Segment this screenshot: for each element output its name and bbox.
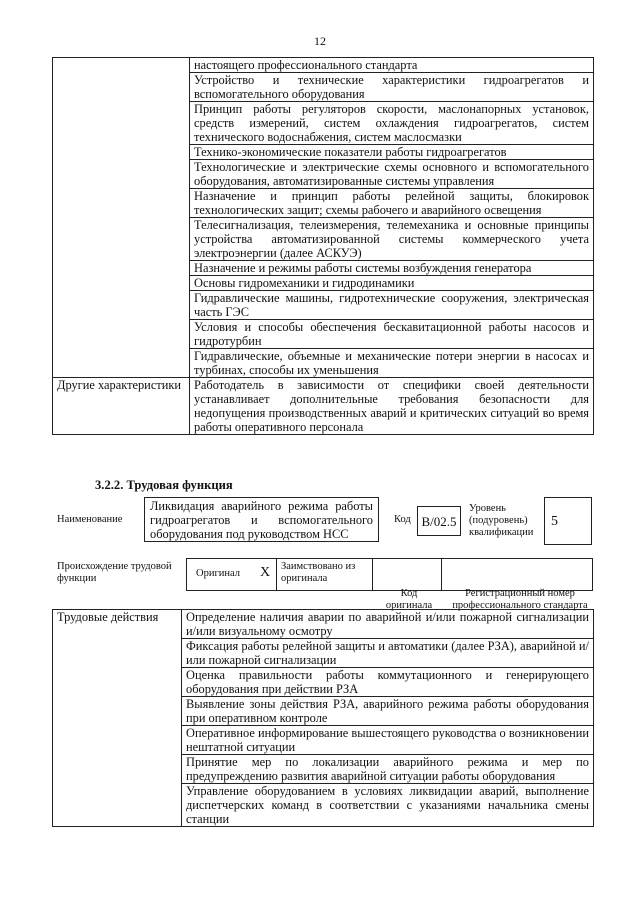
reg-number-cell [442,559,592,590]
borrowed-label: Заимствовано из оригинала [281,561,356,584]
function-name-box: Ликвидация аварийного режима работы гидроагрегатов и вспомогательного оборудования под руководством НСС [144,497,379,542]
knowledge-item: Гидравлические машины, гидротехнические сооружения, электрическая часть ГЭС [190,291,594,320]
labor-action-item: Оперативное информирование вышестоящего руководства о возникновении нештатной ситуации [182,726,594,755]
code-caption: Код оригинала [385,588,433,611]
knowledge-item: настоящего профессионального стандарта [190,58,594,73]
other-characteristics-text: Работодатель в зависимости от специфики своей деятельности устанавливает дополнительные требования безопасности для недопущения производственных аварий и критических ситуаций во время работы оперативного персонала [190,378,594,435]
empty-label-cell [53,58,190,378]
knowledge-item: Телесигнализация, телеизмерения, телемеханика и основные принципы устройства автоматизированной системы коммерческого учета электроэнергии (далее АСКУЭ) [190,218,594,261]
table-row [53,610,594,639]
table-row [53,378,594,435]
knowledge-table [52,57,594,435]
other-characteristics-label: Другие характеристики [53,378,190,435]
name-label: Наименование [57,514,123,525]
original-mark: X [260,565,271,580]
original-label: Оригинал [196,568,240,579]
labor-action-item: Управление оборудованием в условиях ликвидации аварий, выполнение диспетчерских команд в соответствии с указаниями начальника смены станции [182,784,594,827]
original-cell [187,559,277,590]
labor-action-item: Выявление зоны действия РЗА, аварийного режима работы оборудования при оперативном контроле [182,697,594,726]
labor-action-item: Фиксация работы релейной защиты и автоматики (далее РЗА), аварийной и/или пожарной сигнализации [182,639,594,668]
knowledge-item: Назначение и режимы работы системы возбуждения генератора [190,261,594,276]
reg-caption: Регистрационный номер профессионального стандарта [452,588,588,611]
knowledge-item: Условия и способы обеспечения бескавитационной работы насосов и гидротурбин [190,320,594,349]
knowledge-item: Технико-экономические показатели работы гидроагрегатов [190,145,594,160]
knowledge-item: Устройство и технические характеристики гидроагрегатов и вспомогательного оборудования [190,73,594,102]
knowledge-item: Назначение и принцип работы релейной защиты, блокировок технологических защит; схемы рабочего и аварийного освещения [190,189,594,218]
origin-row [186,558,593,591]
code-value-box: B/02.5 [417,506,461,536]
knowledge-item: Гидравлические, объемные и механические потери энергии в насосах и турбинах, способы их уменьшения [190,349,594,378]
page-number: 12 [314,34,326,48]
level-value-box: 5 [544,497,592,545]
section-title: 3.2.2. Трудовая функция [95,478,233,492]
knowledge-item: Принцип работы регуляторов скорости, маслонапорных установок, средств измерений, систем охлаждения гидроагрегатов, систем технического водоснабжения, систем маслосмазки [190,102,594,145]
knowledge-item: Технологические и электрические схемы основного и вспомогательного оборудования, автоматизированные системы управления [190,160,594,189]
labor-action-item: Принятие мер по локализации аварийного режима и мер по предупреждению развития аварийной ситуации работы оборудования [182,755,594,784]
labor-actions-label: Трудовые действия [53,610,182,827]
labor-action-item: Определение наличия аварии по аварийной и/или пожарной сигнализации и/или визуальному осмотру [182,610,594,639]
labor-action-item: Оценка правильности работы коммутационного и генерирующего оборудования при действии РЗА [182,668,594,697]
borrowed-cell [277,559,373,590]
knowledge-item: Основы гидромеханики и гидродинамики [190,276,594,291]
code-label: Код [394,514,411,525]
labor-actions-table [52,609,594,827]
level-label: Уровень (подуровень) квалификации [469,503,534,538]
origin-label: Происхождение трудовой функции [57,561,172,584]
table-row [53,58,594,73]
orig-code-cell [373,559,442,590]
